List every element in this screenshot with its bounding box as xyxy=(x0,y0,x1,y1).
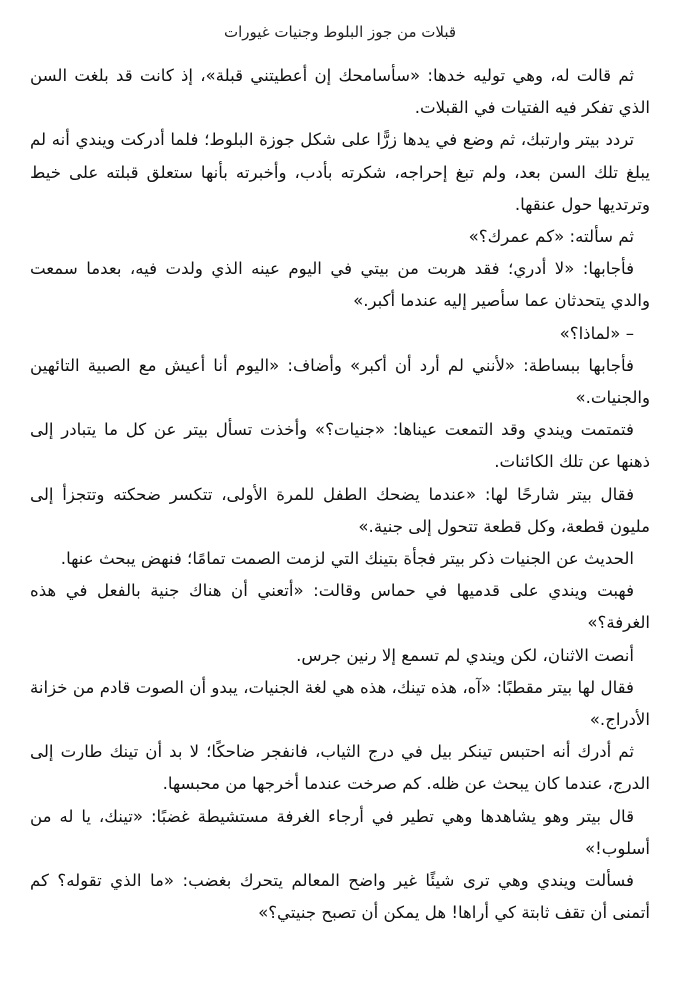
paragraph: فهبت ويندي على قدميها في حماس وقالت: «أتعني أن هناك جنية بالفعل في هذه الغرفة؟» xyxy=(30,581,650,633)
running-header: قبلات من جوز البلوط وجنيات غيورات xyxy=(223,23,457,41)
paragraph: تردد بيتر وارتبك، ثم وضع في يدها زرًّا على شكل جوزة البلوط؛ فلما أدركت ويندي أنه لم يبلغ تلك السن بعد، ولم تبغ إحراجه، شكرته بأدب، وأخبرته بأنها ستعلق قبلته على خيط وترتديها حول عنقها. xyxy=(30,130,650,214)
paragraph: قال بيتر وهو يشاهدها وهي تطير في أرجاء الغرفة مستشيطة غضبًا: «تينك، يا له من أسلوب!» xyxy=(30,806,650,858)
paragraph: فقال بيتر شارحًا لها: «عندما يضحك الطفل للمرة الأولى، تتكسر ضحكته وتتجزأ إلى مليون قطعة، وكل قطعة تتحول إلى جنية.» xyxy=(30,484,650,536)
paragraph: فأجابها ببساطة: «لأنني لم أرد أن أكبر» وأضاف: «اليوم أنا أعيش مع الصبية التائهين والجنيات.» xyxy=(30,355,650,408)
paragraph: فتمتمت ويندي وقد التمعت عيناها: «جنيات؟» وأخذت تسأل بيتر عن كل ما يتبادر إلى ذهنها عن تلك الكائنات. xyxy=(30,420,650,472)
paragraph: فأجابها: «لا أدري؛ فقد هربت من بيتي في اليوم عينه الذي ولدت فيه، بعدما سمعت والدي يتحدثان عما سأصير إليه عندما أكبر.» xyxy=(30,259,650,311)
paragraph: – «لماذا؟» xyxy=(559,323,634,343)
paragraph: ثم قالت له، وهي توليه خدها: «سأسامحك إن أعطيتني قبلة»، إذ كانت قد بلغت السن الذي تفكر فيه الفتيات في القبلات. xyxy=(30,66,650,118)
paragraph: فقال لها بيتر مقطبًا: «آه، هذه تينك، هذه هي لغة الجنيات، يبدو أن الصوت قادم من خزانة الأدراج.» xyxy=(30,677,650,730)
paragraph: ثم أدرك أنه احتبس تينكر بيل في درج الثياب، فانفجر ضاحكًا؛ لا بد أن تينك طارت إلى الدرج، عندما كان يبحث عن ظله. كم صرخت عندما أخرجها من محبسها. xyxy=(30,742,650,794)
page-body xyxy=(30,60,650,929)
paragraph: الحديث عن الجنيات ذكر بيتر فجأة بتينك التي لزمت الصمت تمامًا؛ فنهض يبحث عنها. xyxy=(60,549,634,569)
paragraph: أنصت الاثنان، لكن ويندي لم تسمع إلا رنين جرس. xyxy=(296,645,634,665)
paragraph: فسألت ويندي وهي ترى شيئًا غير واضح المعالم يتحرك بغضب: «ما الذي تقوله؟ كم أتمنى أن تقف ثابتة كي أراها! هل يمكن أن تصبح جنيتي؟» xyxy=(30,871,650,923)
paragraph: ثم سألته: «كم عمرك؟» xyxy=(468,227,634,247)
